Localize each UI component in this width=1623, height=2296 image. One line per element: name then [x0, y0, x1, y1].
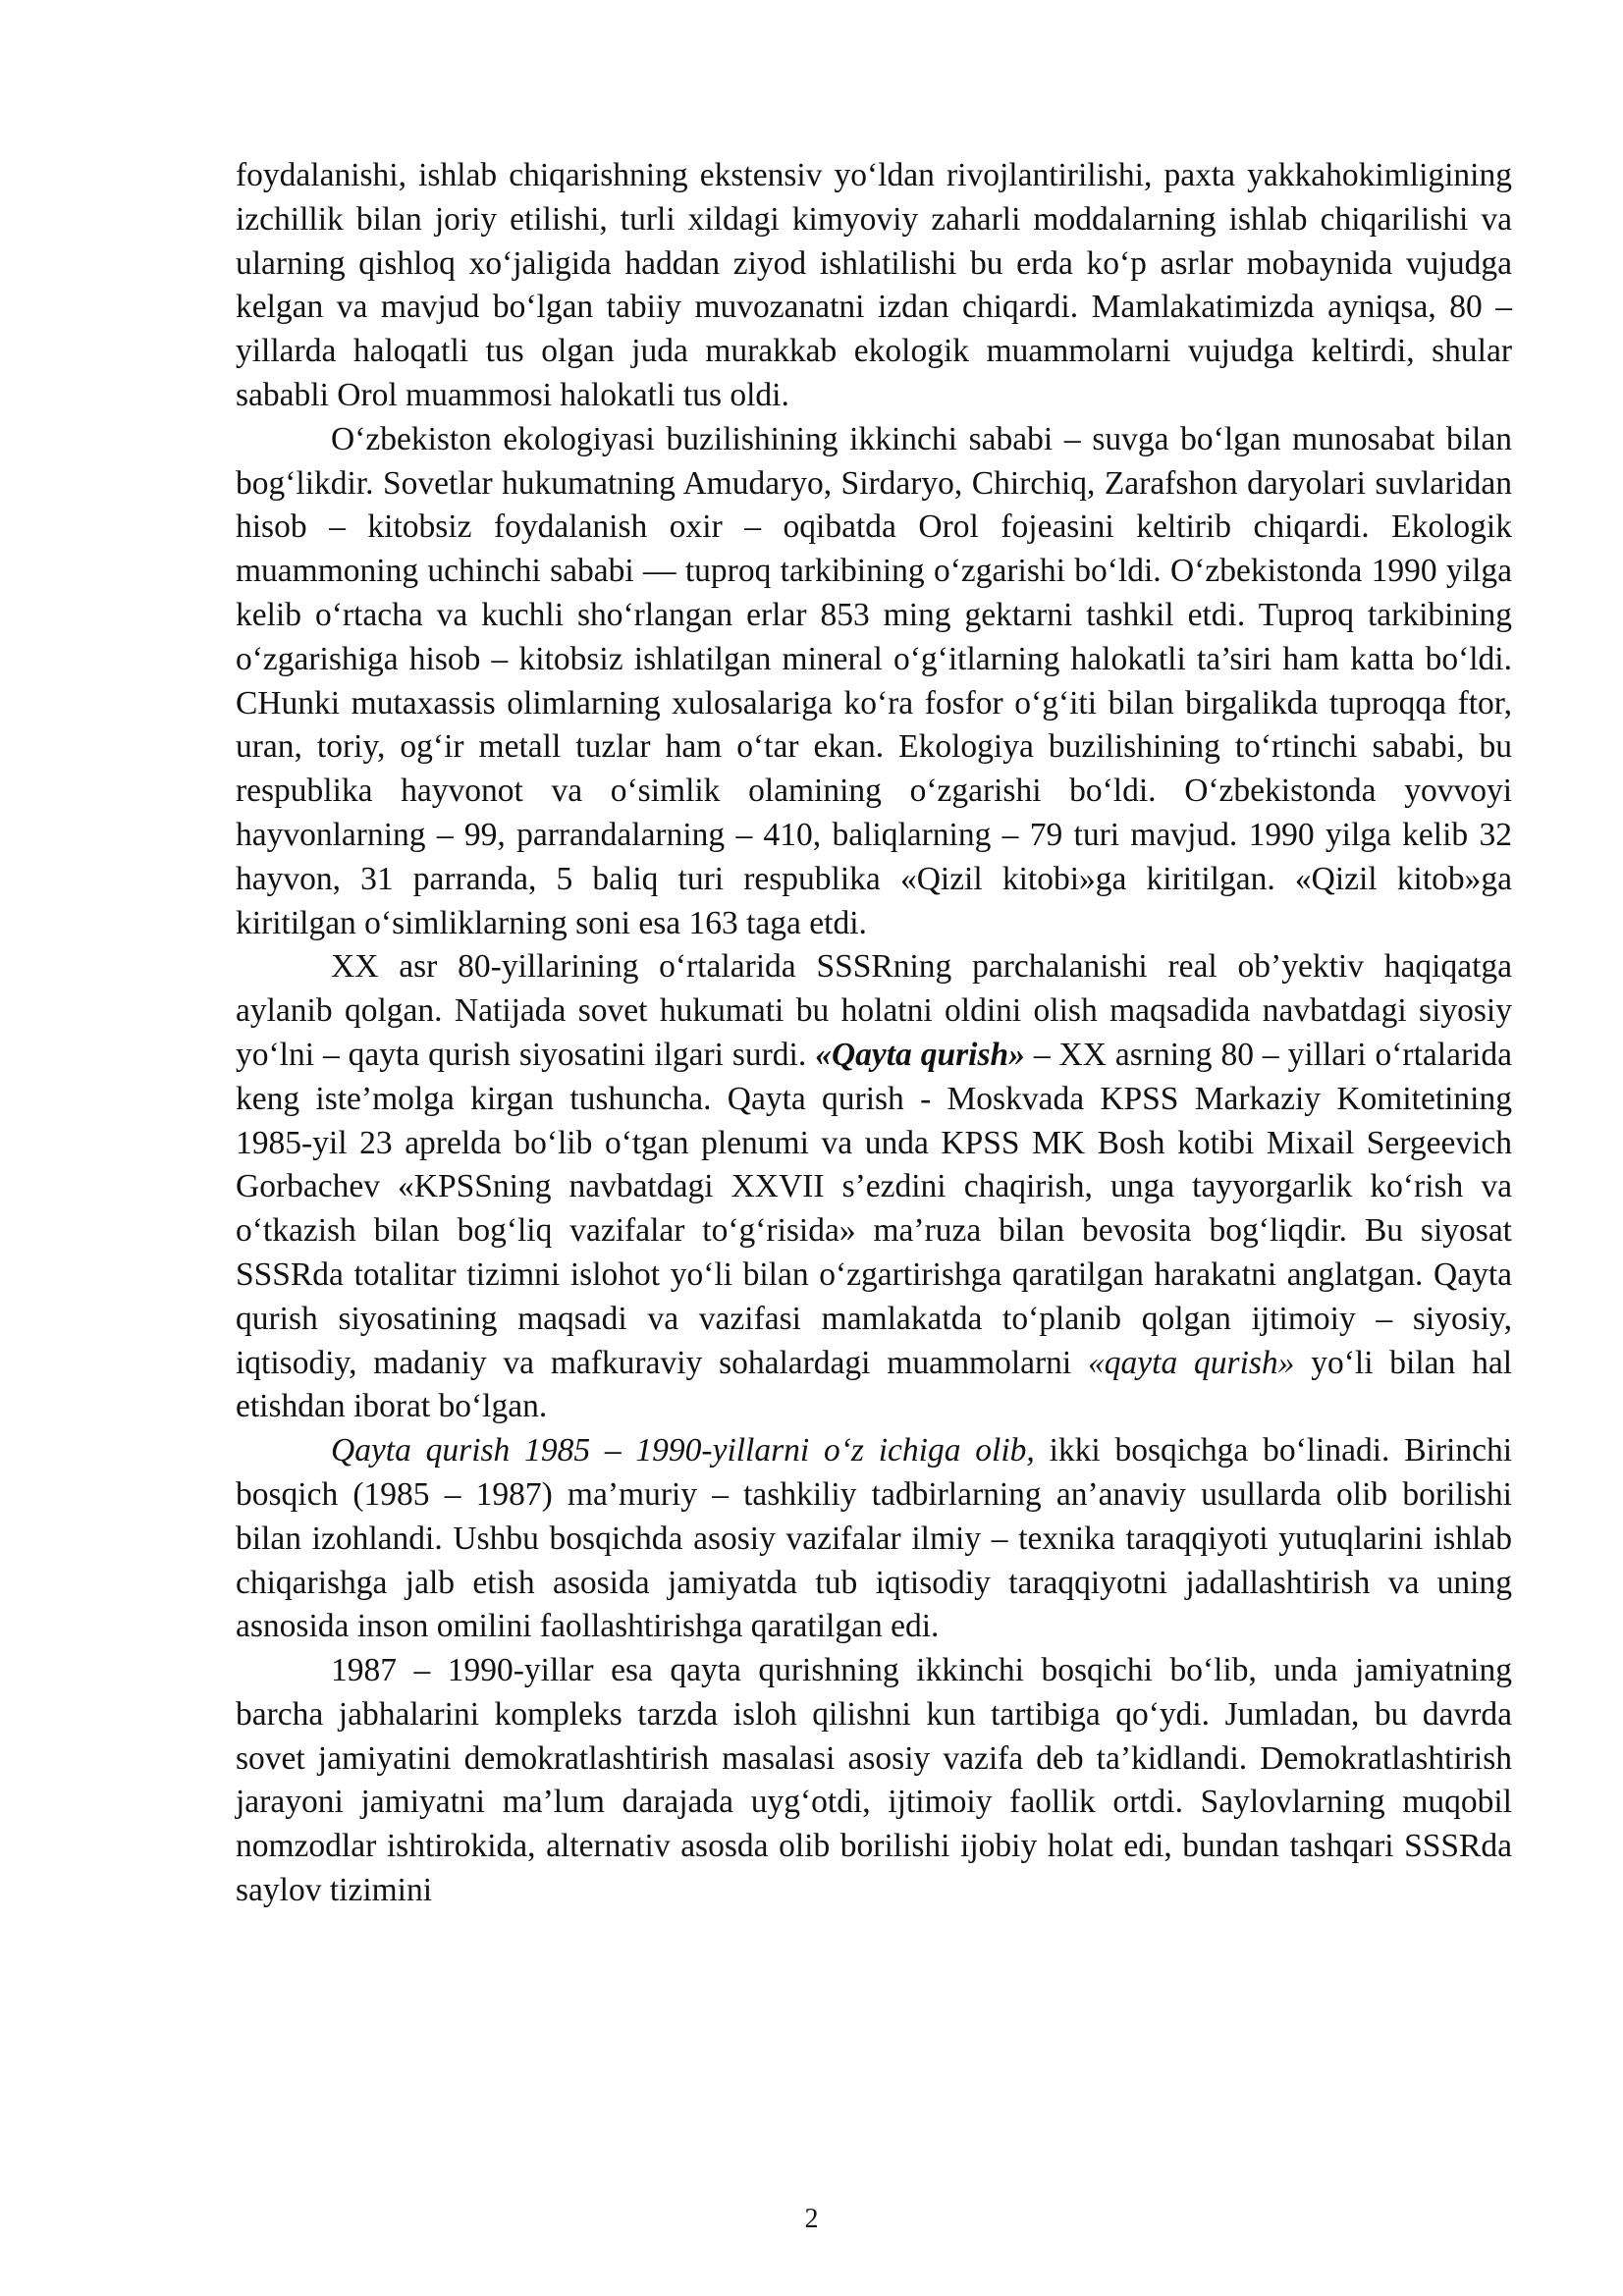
qayta-qurish-italic: «qayta qurish» [1088, 1344, 1295, 1381]
paragraph-3-text-a: XX asr 80-yillarining o‘rtalarida SSSRning parchalanishi real ob’yektiv haqiqatga aylanib qolgan. Natijada sovet hukumati bu holatni oldini olish maqsadida navbatdagi siyosiy yo‘lni – qayta qurish siyosatini ilgari surdi. [236, 948, 1512, 1073]
document-body [236, 154, 1512, 1913]
paragraph-3-text-b: – XX asrning 80 – yillari o‘rtalarida keng iste’molga kirgan tushuncha. Qayta qurish - Moskvada KPSS Markaziy Komitetining 1985-yil 23 aprelda bo‘lib o‘tgan plenumi va unda KPSS MK Bosh kotibi Mixail Sergeevich Gorbachev «KPSSning navbatdagi XXVII s’ezdini chaqirish, unga tayyorgarlik ko‘rish va o‘tkazish bilan bog‘liq vazifalar to‘g‘risida» ma’ruza bilan bevosita bog‘liqdir. Bu siyosat SSSRda totalitar tizimni islohot yo‘li bilan o‘zgartirishga qaratilgan harakatni anglatgan. Qayta qurish siyosatining maqsadi va vazifasi mamlakatda to‘planib qolgan ijtimoiy – siyosiy, iqtisodiy, madaniy va mafkuraviy sohalardagi muammolarni [236, 1036, 1513, 1381]
paragraph-4 [236, 1429, 1512, 1649]
paragraph-4-italic-lead: Qayta qurish 1985 – 1990-yillarni o‘z ichiga olib, [331, 1432, 1035, 1469]
paragraph-4-text: ikki bosqichga bo‘linadi. Birinchi bosqich (1985 – 1987) ma’muriy – tashkiliy tadbirlarning an’anaviy usullarda olib borilishi bilan izohlandi. Ushbu bosqichda asosiy vazifalar ilmiy – texnika taraqqiyoti yutuqlarini ishlab chiqarishga jalb etish asosida jamiyatda tub iqtisodiy taraqqiyotni jadallashtirish va uning asnosida inson omilini faollashtirishga qaratilgan edi. [236, 1432, 1512, 1645]
paragraph-2 [236, 418, 1512, 946]
paragraph-5-text: 1987 – 1990-yillar esa qayta qurishning ikkinchi bosqichi bo‘lib, unda jamiyatning barcha jabhalarini kompleks tarzda isloh qilishni kun tartibiga qo‘ydi. Jumladan, bu davrda sovet jamiyatini demokratlashtirish masalasi asosiy vazifa deb ta’kidlandi. Demokratlashtirish jarayoni jamiyatni ma’lum darajada uyg‘otdi, ijtimoiy faollik ortdi. Saylovlarning muqobil nomzodlar ishtirokida, alternativ asosda olib borilishi ijobiy holat edi, bundan tashqari SSSRda saylov tizimini [236, 1652, 1512, 1909]
qayta-qurish-term: «Qayta qurish» [815, 1036, 1025, 1073]
paragraph-1-text: foydalanishi, ishlab chiqarishning ekstensiv yo‘ldan rivojlantirilishi, paxta yakkahokimligining izchillik bilan joriy etilishi, turli xildagi kimyoviy zaharli moddalarning ishlab chiqarilishi va ularning qishloq xo‘jaligida haddan ziyod ishlatilishi bu erda ko‘p asrlar mobaynida vujudga kelgan va mavjud bo‘lgan tabiiy muvozanatni izdan chiqardi. Mamlakatimizda ayniqsa, 80 – yillarda haloqatli tus olgan juda murakkab ekologik muammolarni vujudga keltirdi, shular sababli Orol muammosi halokatli tus oldi. [236, 157, 1512, 413]
paragraph-5 [236, 1649, 1512, 1913]
page-number: 2 [804, 2204, 819, 2234]
paragraph-2-text: O‘zbekiston ekologiyasi buzilishining ikkinchi sababi – suvga bo‘lgan munosabat bilan bog‘likdir. Sovetlar hukumatning Amudaryo, Sirdaryo, Chirchiq, Zarafshon daryolari suvlaridan hisob – kitobsiz foydalanish oxir – oqibatda Orol fojeasini keltirib chiqardi. Ekologik muammoning uchinchi sababi — tuproq tarkibining o‘zgarishi bo‘ldi. O‘zbekistonda 1990 yilga kelib o‘rtacha va kuchli sho‘rlangan erlar 853 ming gektarni tashkil etdi. Tuproq tarkibining o‘zgarishiga hisob – kitobsiz ishlatilgan mineral o‘g‘itlarning halokatli ta’siri ham katta bo‘ldi. CHunki mutaxassis olimlarning xulosalariga ko‘ra fosfor o‘g‘iti bilan birgalikda tuproqqa ftor, uran, toriy, og‘ir metall tuzlar ham o‘tar ekan. Ekologiya buzilishining to‘rtinchi sababi, bu respublika hayvonot va o‘simlik olamining o‘zgarishi bo‘ldi. O‘zbekistonda yovvoyi hayvonlarning – 99, parrandalarning – 410, baliqlarning – 79 turi mavjud. 1990 yilga kelib 32 hayvon, 31 parranda, 5 baliq turi respublika «Qizil kitobi»ga kiritilgan. «Qizil kitob»ga kiritilgan o‘simliklarning soni esa 163 taga etdi. [236, 420, 1512, 941]
paragraph-1 [236, 154, 1512, 418]
paragraph-3 [236, 945, 1512, 1429]
paragraph-3-text-c: yo‘li bilan hal etishdan iborat bo‘lgan. [236, 1344, 1513, 1425]
